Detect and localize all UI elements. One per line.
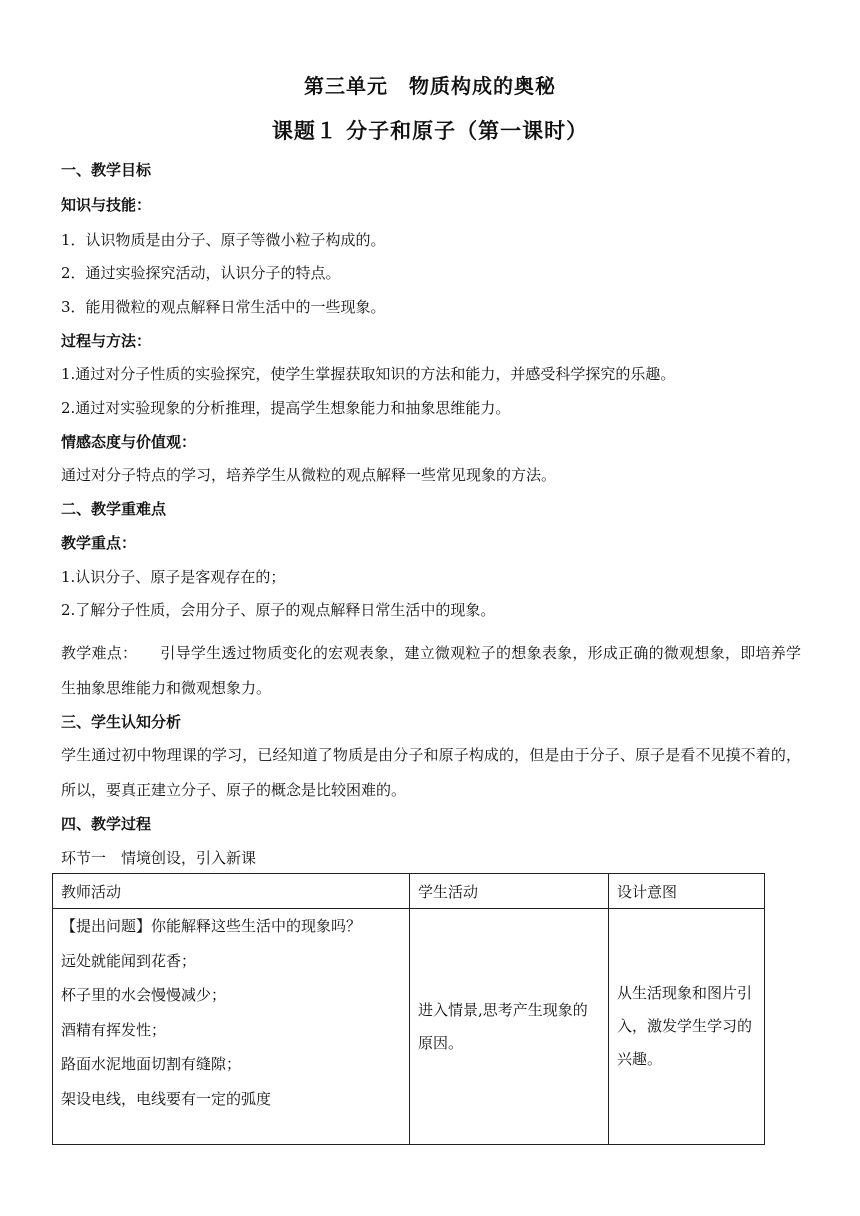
stage-label: 环节一 情境创设，引入新课 [61,849,257,867]
teacher-line: 【提出问题】你能解释这些生活中的现象吗？ [61,917,362,935]
unit-title: 第三单元 物质构成的奥秘 [304,74,556,98]
process-item: 2.通过对实验现象的分析推理，提高学生想象能力和抽象思维能力。 [61,399,511,417]
difficulty-text: 教学难点： 引导学生透过物质变化的宏观表象，建立微观粒子的想象表象，形成正确的微观想象，即培养学生抽象思维能力和微观想象力。 [61,644,801,697]
teacher-line: 酒精有挥发性； [61,1020,167,1039]
process-item: 1.通过对分子性质的实验探究，使学生掌握获取知识的方法和能力，并感受科学探究的乐趣。 [61,365,676,383]
process-label: 过程与方法： [61,332,152,350]
cognition-text: 学生通过初中物理课的学习，已经知道了物质是由分子和原子构成的，但是由于分子、原子是看不见摸不着的，所以，要真正建立分子、原子的概念是比较困难的。 [61,746,801,799]
table-header-cell: 教师活动 [53,874,410,909]
knowledge-item: 1．认识物质是由分子、原子等微小粒子构成的。 [61,231,386,249]
focus-item: 1.认识分子、原子是客观存在的； [61,568,286,586]
knowledge-item: 2．通过实验探究活动，认识分子的特点。 [61,264,341,282]
lesson-title: 课题１ 分子和原子（第一课时） [271,119,589,143]
knowledge-label: 知识与技能： [61,196,152,214]
table-header-cell: 设计意图 [609,874,765,909]
emotion-text: 通过对分子特点的学习，培养学生从微粒的观点解释一些常见现象的方法。 [61,466,557,484]
focus-item: 2.了解分子性质，会用分子、原子的观点解释日常生活中的现象。 [61,601,496,619]
cognition-heading: 三、学生认知分析 [61,713,182,731]
focus-label: 教学重点： [61,534,137,552]
objectives-heading: 一、教学目标 [61,161,152,179]
teacher-activity-cell [53,909,410,1145]
student-activity-cell: 进入情景,思考产生现象的原因。 [410,909,609,1145]
knowledge-item: 3．能用微粒的观点解释日常生活中的一些现象。 [61,298,386,316]
table-header-cell: 学生活动 [410,874,609,909]
emotion-label: 情感态度与价值观： [61,433,197,451]
key-points-heading: 二、教学重难点 [61,500,167,518]
process-table [52,873,765,1145]
teacher-line: 杯子里的水会慢慢减少； [61,986,227,1004]
process-heading: 四、教学过程 [61,815,152,833]
table-header-row [53,874,765,909]
design-intent-cell: 从生活现象和图片引入，激发学生学习的兴趣。 [609,909,765,1145]
teacher-line: 架设电线，电线要有一定的弧度 [61,1089,272,1108]
table-row [53,909,765,1145]
teacher-line: 路面水泥地面切割有缝隙； [61,1055,242,1073]
teacher-line: 远处就能闻到花香； [61,951,197,970]
